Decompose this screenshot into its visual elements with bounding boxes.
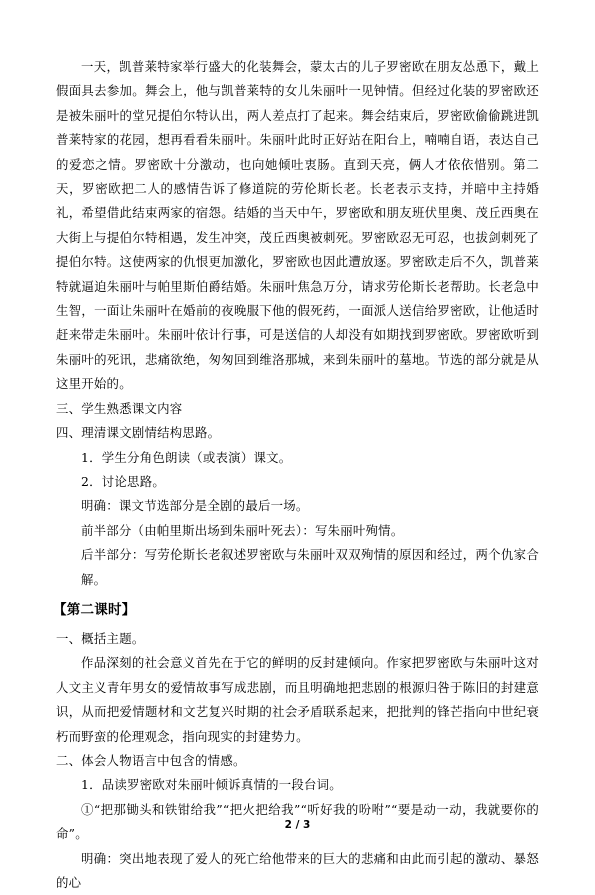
section-heading-2: 二、体会人物语言中包含的情感。 [56,752,246,768]
second-lesson-heading: 【第二课时】 [53,601,136,618]
section-heading-3: 三、学生熟悉课文内容 [56,400,183,416]
list-item-read: 1．品读罗密欧对朱丽叶倾诉真情的一段台词。 [81,777,342,793]
list-item-2: 2．讨论思路。 [81,473,165,489]
document-body [53,55,539,895]
page-number: 2 / 3 [284,819,311,831]
theme-paragraph: 作品深刻的社会意义首先在于它的鲜明的反封建倾向。作家把罗密欧与朱丽叶这对人文主义青年男女的爱情故事写成悲剧，而且明确地把悲剧的根源归咎于陈旧的封建意识，从而把爱情题材和文艺复兴时期的社会矛盾联系起来，把批判的锋芒指向中世纪衰朽而野蛮的伦理观念，指向现实的封建势力。 [56,655,539,744]
first-half-text: 前半部分（由帕里斯出场到朱丽叶死去）：写朱丽叶殉情。 [81,522,404,538]
clarification-text: 明确：课文节选部分是全剧的最后一场。 [81,498,309,514]
clarification-paragraph: 明确：突出地表现了爱人的死亡给他带来的巨大的悲痛和由此而引起的激动、暴怒的心 [56,850,539,890]
plot-summary-paragraph: 一天，凯普莱特家举行盛大的化装舞会，蒙太古的儿子罗密欧在朋友怂恿下，戴上假面具去参加。舞会上，他与凯普莱特的女儿朱丽叶一见钟情。但经过化装的罗密欧还是被朱丽叶的堂兄提伯尔特认出，两人差点打了起来。舞会结束后，罗密欧偷偷跳进凯普莱特家的花园，想再看看朱丽叶。朱丽叶此时正好站在阳台上，喃喃自语，表达自己的爱恋之情。罗密欧十分激动，也向她倾吐衷肠。直到天亮，俩人才依依惜别。第二天，罗密欧把二人的感情告诉了修道院的劳伦斯长老。长老表示支持，并暗中主持婚礼，希望借此结束两家的宿怨。结婚的当天中午，罗密欧和朋友班伏里奥、茂丘西奥在大街上与提伯尔特相遇，发生冲突，茂丘西奥被刺死。罗密欧忍无可忍，也拔剑刺死了提伯尔特。这使两家的仇恨更加激化，罗密欧也因此遭放逐。罗密欧走后不久，凯普莱特就逼迫朱丽叶与帕里斯伯爵结婚。朱丽叶焦急万分，请求劳伦斯长老帮助。长老急中生智，一面让朱丽叶在婚前的夜晚服下他的假死药，一面派人送信给罗密欧，让他适时赶来带走朱丽叶。朱丽叶依计行事，可是送信的人却没有如期找到罗密欧。罗密欧听到朱丽叶的死讯，悲痛欲绝，匆匆回到维洛那城，来到朱丽叶的墓地。节选的部分就是从这里开始的。 [56,59,539,392]
second-half-text: 后半部分：写劳伦斯长老叙述罗密欧与朱丽叶双双殉情的原因和经过，两个仇家合解。 [81,547,539,587]
section-heading-4: 四、理清课文剧情结构思路。 [56,425,221,441]
list-item-1: 1．学生分角色朗读（或表演）课文。 [81,449,292,465]
section-heading-1: 一、概括主题。 [56,630,145,646]
quote-paragraph: ①“把那锄头和铁钳给我”“把火把给我”“听好我的吩咐”“要是动一动，我就要你的命”。 [56,801,539,842]
